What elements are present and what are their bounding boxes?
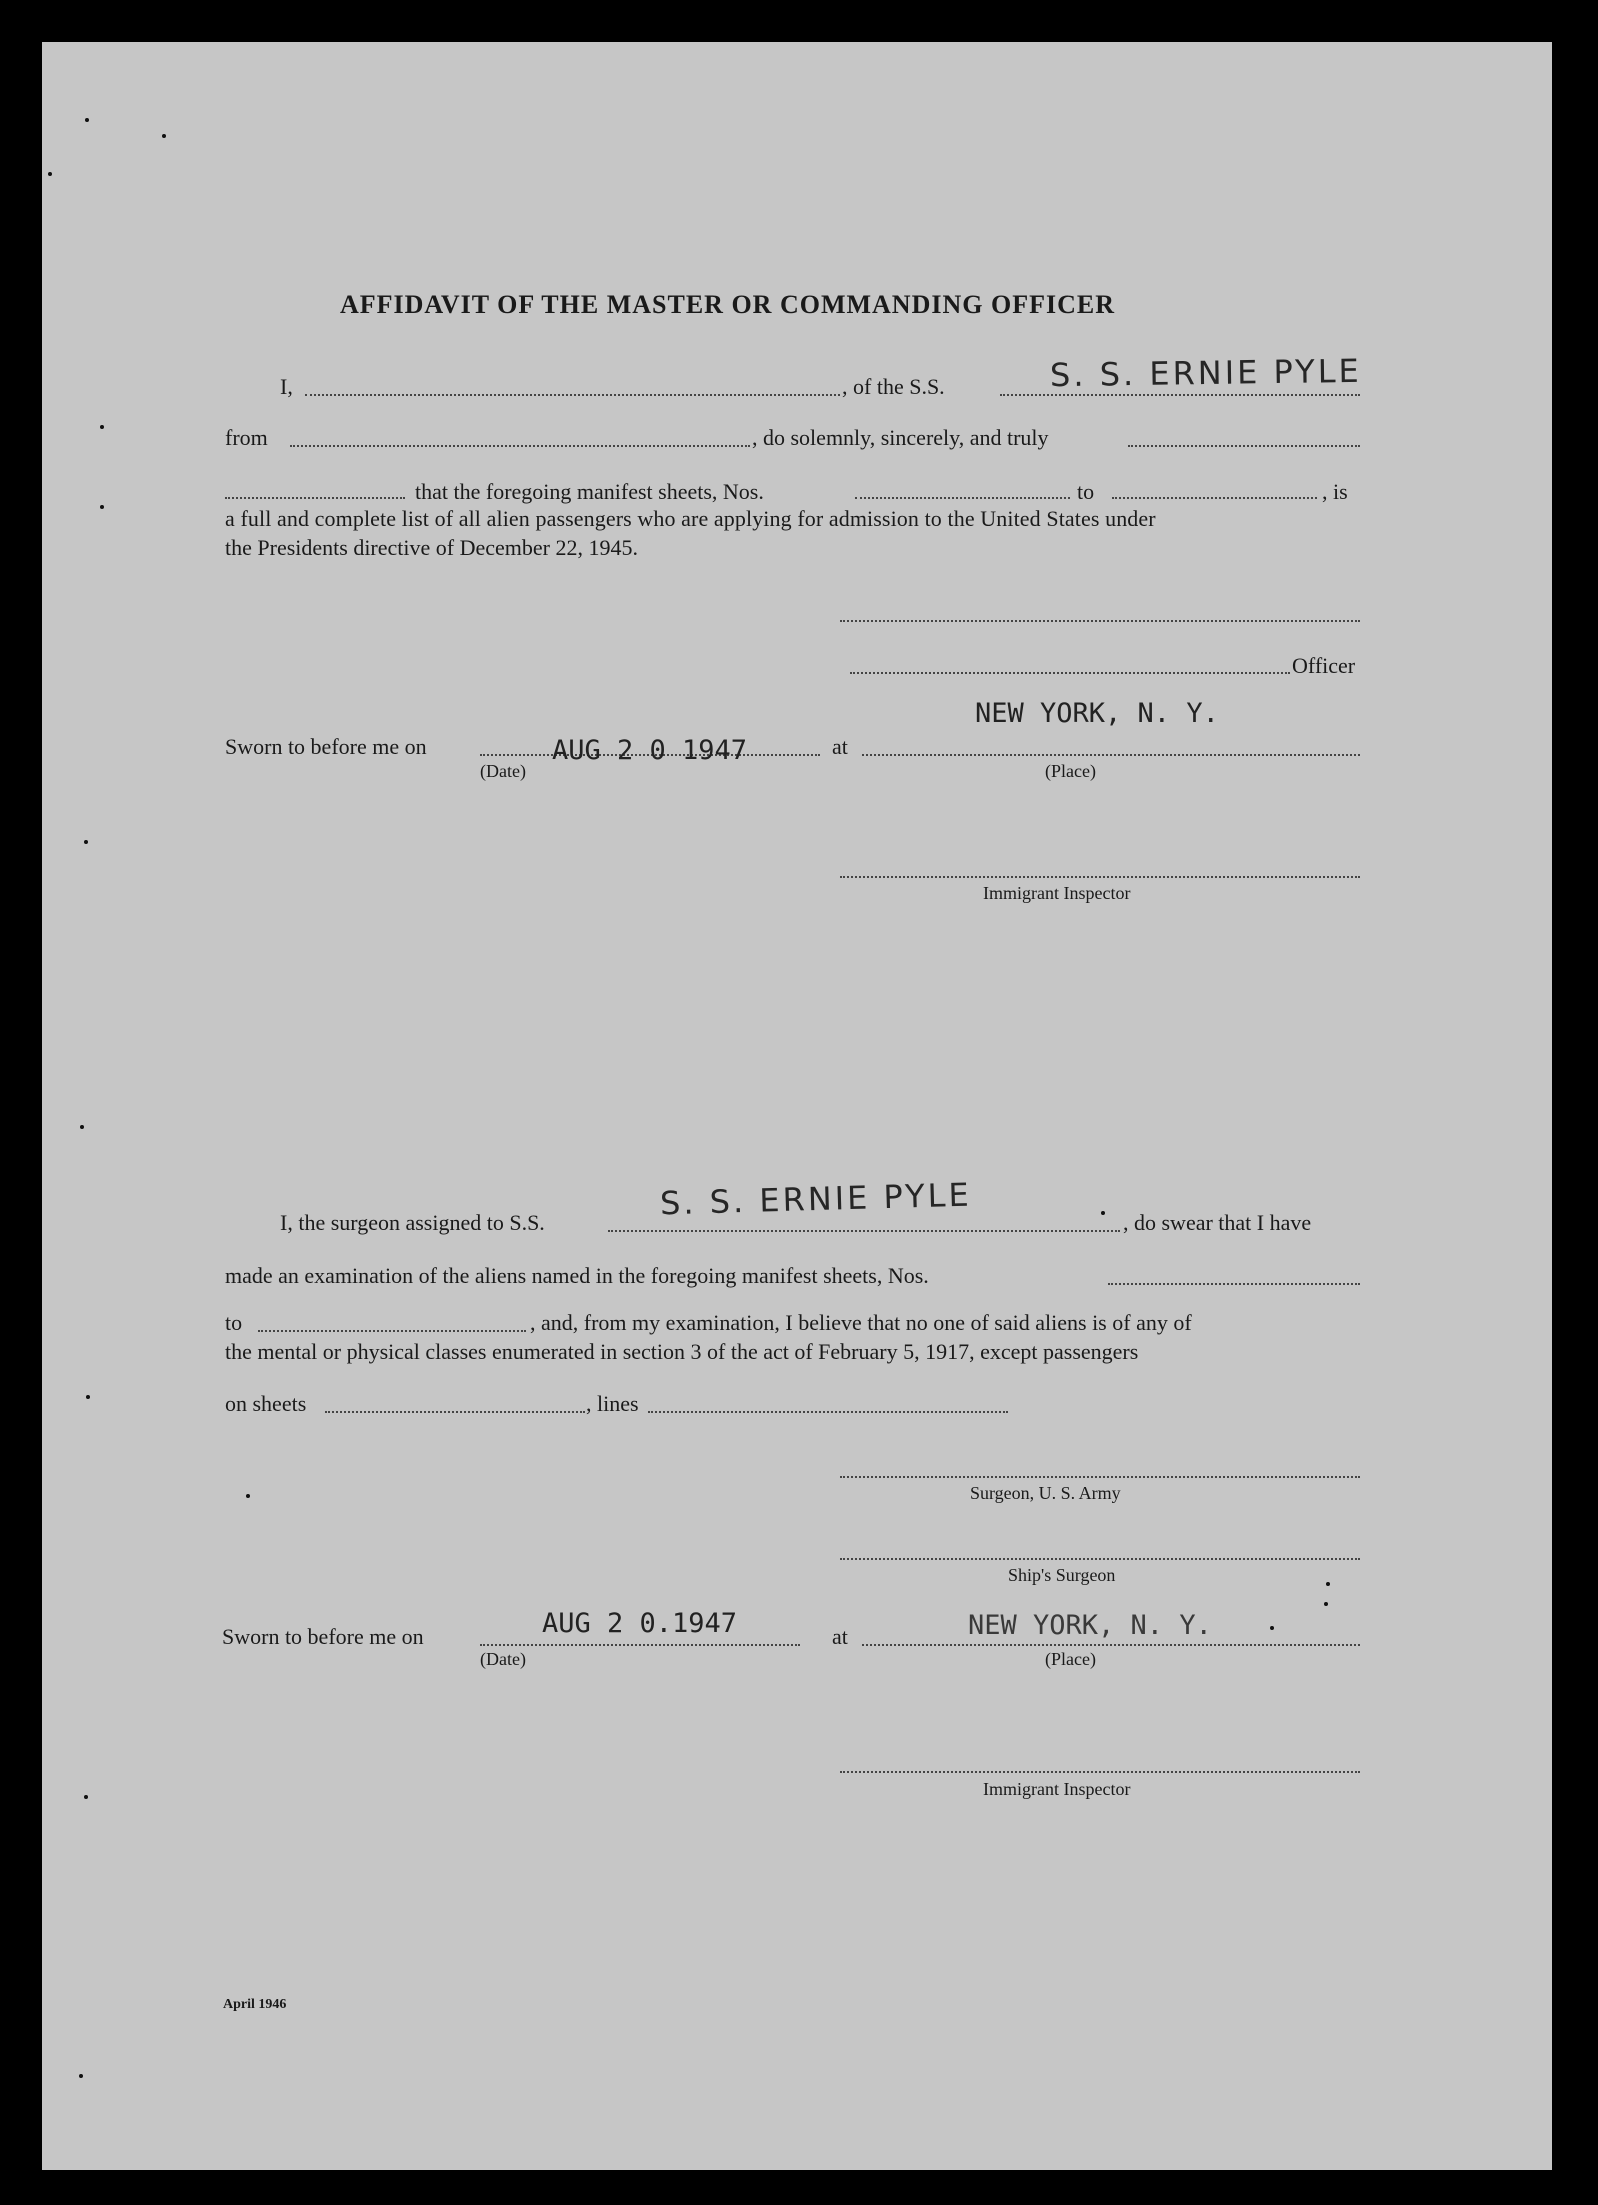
officer-label: Officer — [1292, 653, 1356, 678]
place-caption: (Place) — [1045, 761, 1096, 781]
surgeon-date-caption: (Date) — [480, 1649, 526, 1669]
master-name-line — [305, 394, 840, 396]
lines-line — [648, 1411, 1008, 1413]
inspector-signature-line — [840, 876, 1360, 878]
form-edition-date: April 1946 — [223, 1997, 287, 2012]
surgeon-intro-label: I, the surgeon assigned to S.S. — [280, 1210, 545, 1235]
scan-speck — [1270, 1626, 1274, 1630]
surgeon-ship-stamp: S. S. ERNIE PYLE — [659, 1175, 973, 1223]
scan-speck — [1326, 1582, 1330, 1586]
sheets-line — [325, 1411, 585, 1413]
ship-surgeon-signature-line — [840, 1558, 1360, 1560]
scan-speck — [84, 840, 88, 844]
statement-line-1: a full and complete list of all alien passengers who are applying for admission to the United States under — [225, 506, 1156, 531]
scan-speck — [100, 425, 104, 429]
scan-speck — [246, 1494, 250, 1498]
oath-word-line — [1128, 445, 1360, 447]
of-ss-label: , of the S.S. — [842, 374, 945, 399]
scan-speck — [48, 172, 52, 176]
sworn-place-stamp: NEW YORK, N. Y. — [975, 698, 1219, 729]
from-label: from — [225, 425, 268, 450]
inspector-label: Immigrant Inspector — [983, 883, 1131, 903]
surgeon-sworn-label: Sworn to before me on — [222, 1624, 424, 1649]
swear-label: , do swear that I have — [1123, 1210, 1312, 1235]
surgeon-sworn-date-stamp: AUG 2 0.1947 — [542, 1608, 738, 1639]
statement-line-2: the Presidents directive of December 22, 1945. — [225, 535, 638, 560]
scan-speck — [85, 118, 89, 122]
sheets-label: on sheets — [225, 1391, 307, 1416]
manifest-from-line — [855, 497, 1070, 499]
master-signature-line — [840, 620, 1360, 622]
date-caption: (Date) — [480, 761, 526, 781]
belief-label: , and, from my examination, I believe that no one of said aliens is of any of — [530, 1310, 1192, 1335]
scan-speck — [84, 1795, 88, 1799]
at-label: at — [832, 734, 848, 759]
scan-speck — [162, 134, 166, 138]
manifest-to-label: to — [1077, 479, 1095, 504]
scan-speck — [1101, 1211, 1105, 1215]
form-title: AFFIDAVIT OF THE MASTER OR COMMANDING OFFICER — [340, 290, 1115, 319]
ship-surgeon-label: Ship's Surgeon — [1008, 1565, 1116, 1585]
manifest-sheets-label: that the foregoing manifest sheets, Nos. — [415, 479, 764, 504]
army-surgeon-label: Surgeon, U. S. Army — [970, 1483, 1121, 1503]
exam-sheets-line — [1108, 1283, 1360, 1285]
exam-to-line — [258, 1330, 526, 1332]
surgeon-inspector-signature-line — [840, 1771, 1360, 1773]
master-ship-line — [1000, 394, 1360, 396]
oath-prefix-line — [225, 497, 405, 499]
master-i-label: I, — [280, 374, 293, 399]
surgeon-sworn-place-line — [862, 1644, 1360, 1646]
army-surgeon-signature-line — [840, 1476, 1360, 1478]
sworn-date-stamp: AUG 2 0 1947 — [552, 735, 748, 766]
surgeon-sworn-date-line — [480, 1644, 800, 1646]
manifest-to-line — [1112, 497, 1317, 499]
surgeon-inspector-label: Immigrant Inspector — [983, 1779, 1131, 1799]
statute-line: the mental or physical classes enumerated in section 3 of the act of February 5, 1917, except passengers — [225, 1339, 1139, 1364]
solemnly-label: , do solemnly, sincerely, and truly — [752, 425, 1049, 450]
scan-speck — [79, 2074, 83, 2078]
master-ship-stamp: S. S. ERNIE PYLE — [1049, 351, 1362, 395]
scan-speck — [100, 505, 104, 509]
scan-speck — [1324, 1602, 1328, 1606]
lines-label: , lines — [586, 1391, 639, 1416]
exam-label: made an examination of the aliens named in the foregoing manifest sheets, Nos. — [225, 1263, 929, 1288]
surgeon-sworn-place-stamp: NEW YORK, N. Y. — [968, 1610, 1212, 1641]
officer-signature-line — [850, 672, 1290, 674]
scan-speck — [86, 1395, 90, 1399]
surgeon-at-label: at — [832, 1624, 848, 1649]
from-port-line — [290, 445, 750, 447]
surgeon-place-caption: (Place) — [1045, 1649, 1096, 1669]
exam-to-label: to — [225, 1310, 243, 1335]
sworn-place-line — [862, 754, 1360, 756]
is-label: , is — [1322, 479, 1348, 504]
sworn-label: Sworn to before me on — [225, 734, 427, 759]
surgeon-ship-line — [608, 1230, 1120, 1232]
scan-speck — [80, 1125, 84, 1129]
